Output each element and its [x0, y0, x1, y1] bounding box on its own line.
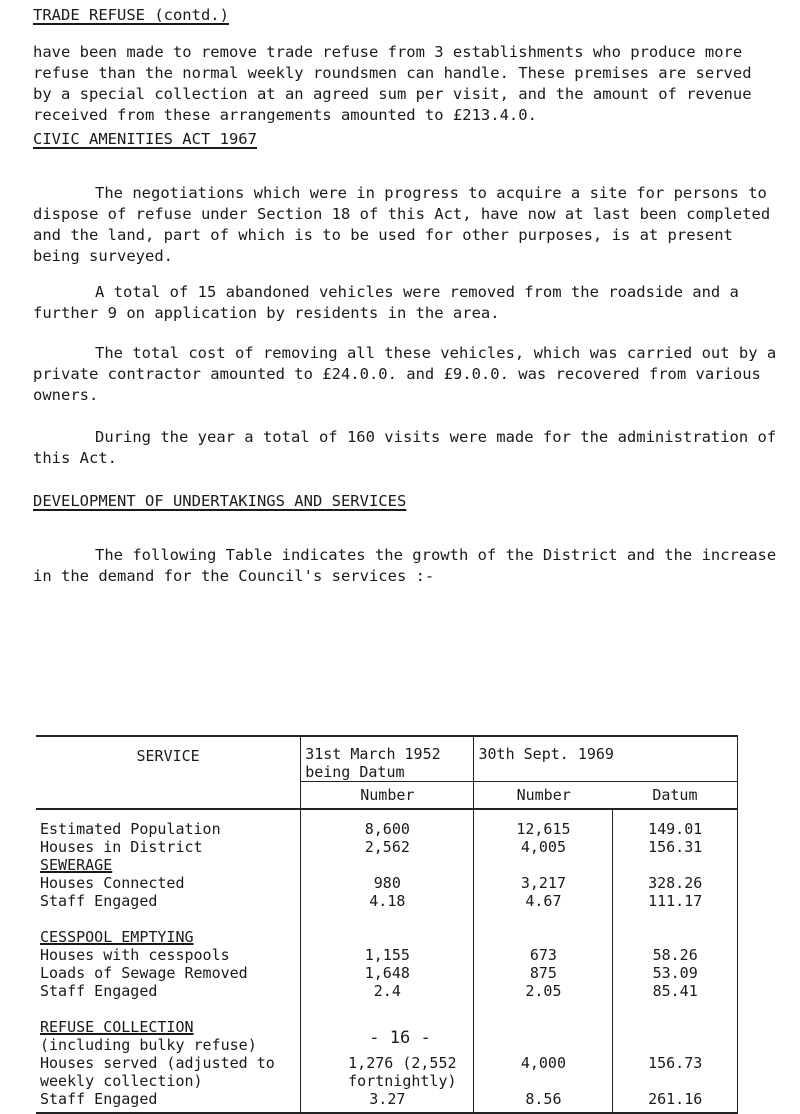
service-cell: Staff Engaged: [40, 1090, 158, 1108]
table-row: [36, 838, 738, 856]
section-heading: CESSPOOL EMPTYING: [40, 928, 194, 946]
number-1969-cell: 875: [474, 964, 613, 982]
section-subheading: (including bulky refuse): [40, 1036, 257, 1054]
section-row: [36, 856, 738, 874]
number-1952-cell: 3.27: [301, 1090, 474, 1113]
service-cell: Staff Engaged: [40, 982, 158, 1000]
datum-subheader: Datum: [613, 782, 738, 810]
number-1969-cell: 673: [474, 946, 613, 964]
section-heading: SEWERAGE: [40, 856, 113, 874]
number-1969-cell: 4.67: [474, 892, 613, 910]
table-header-row: [36, 736, 738, 782]
table-row: [36, 1054, 738, 1090]
blank-cell: [36, 782, 301, 810]
service-cell: Houses served (adjusted to weekly collection): [40, 1054, 275, 1090]
continuation-heading: TRADE REFUSE (contd.): [33, 6, 229, 24]
table-row: [36, 946, 738, 964]
service-column-header: SERVICE: [136, 747, 200, 765]
civic-paragraph-2: A total of 15 abandoned vehicles were removed from the roadside and a further 9 on application by residents in the area.: [33, 283, 739, 322]
table-row: [36, 892, 738, 910]
col-1952-header: 31st March 1952 being Datum: [301, 736, 474, 782]
service-cell: Loads of Sewage Removed: [40, 964, 248, 982]
table-row: [36, 1090, 738, 1113]
number-1969-cell: 12,615: [474, 809, 613, 838]
number-1969-cell: 4,005: [474, 838, 613, 856]
number-1969-cell: 2.05: [474, 982, 613, 1000]
datum-cell: 156.73: [613, 1054, 738, 1090]
table-row: [36, 809, 738, 838]
service-cell: Estimated Population: [40, 820, 221, 838]
number-1952-cell: 4.18: [301, 892, 474, 910]
service-cell: Staff Engaged: [40, 892, 158, 910]
number-1969-cell: 8.56: [474, 1090, 613, 1113]
number-1952-cell: 1,155: [301, 946, 474, 964]
services-table: [36, 735, 738, 1114]
table-subheader-row: [36, 782, 738, 810]
number-1952-cell: 8,600: [301, 809, 474, 838]
service-cell: Houses Connected: [40, 874, 185, 892]
number-1952-cell: 1,276 (2,552 fortnightly): [301, 1054, 474, 1090]
number-1969-cell: 4,000: [474, 1054, 613, 1090]
trade-refuse-paragraph: have been made to remove trade refuse from 3 establishments who produce more refuse than the normal weekly roundsmen can handle. These premises are served by a special collection at an agreed sum per visit, and the amount of revenue received from these arrangements amounted to £213.4.0.: [33, 43, 752, 124]
development-paragraph: The following Table indicates the growth of the District and the increase in the demand for the Council's services :-: [33, 546, 777, 585]
development-heading: DEVELOPMENT OF UNDERTAKINGS AND SERVICES: [33, 492, 407, 510]
datum-cell: 85.41: [613, 982, 738, 1000]
civic-amenities-heading: CIVIC AMENITIES ACT 1967: [33, 130, 257, 148]
number-1952-cell: 2,562: [301, 838, 474, 856]
datum-cell: 328.26: [613, 874, 738, 892]
civic-paragraph-4: During the year a total of 160 visits were made for the administration of this Act.: [33, 428, 777, 467]
datum-cell: 58.26: [613, 946, 738, 964]
datum-cell: 149.01: [613, 809, 738, 838]
number-1969-cell: 3,217: [474, 874, 613, 892]
service-cell: Houses in District: [40, 838, 203, 856]
number-1969-subheader: Number: [474, 782, 613, 810]
table-row: [36, 874, 738, 892]
civic-paragraph-1: The negotiations which were in progress to acquire a site for persons to dispose of refuse under Section 18 of this Act, have now at last been completed and the land, part of which is to be used for other purposes, is at present being surveyed.: [33, 184, 771, 265]
number-1952-cell: 1,648: [301, 964, 474, 982]
datum-cell: 53.09: [613, 964, 738, 982]
table-row: [36, 964, 738, 982]
datum-cell: 111.17: [613, 892, 738, 910]
table-row: [36, 982, 738, 1000]
civic-paragraph-3: The total cost of removing all these vehicles, which was carried out by a private contractor amounted to £24.0.0. and £9.0.0. was recovered from various owners.: [33, 344, 777, 404]
section-heading: REFUSE COLLECTION: [40, 1018, 194, 1036]
col-1969-header: 30th Sept. 1969: [474, 736, 738, 782]
datum-cell: 261.16: [613, 1090, 738, 1113]
number-1952-subheader: Number: [301, 782, 474, 810]
number-1952-cell: 980: [301, 874, 474, 892]
section-row: [36, 910, 738, 946]
number-1952-cell: 2.4: [301, 982, 474, 1000]
datum-cell: 156.31: [613, 838, 738, 856]
service-cell: Houses with cesspools: [40, 946, 230, 964]
page-number: - 16 -: [369, 1028, 431, 1048]
